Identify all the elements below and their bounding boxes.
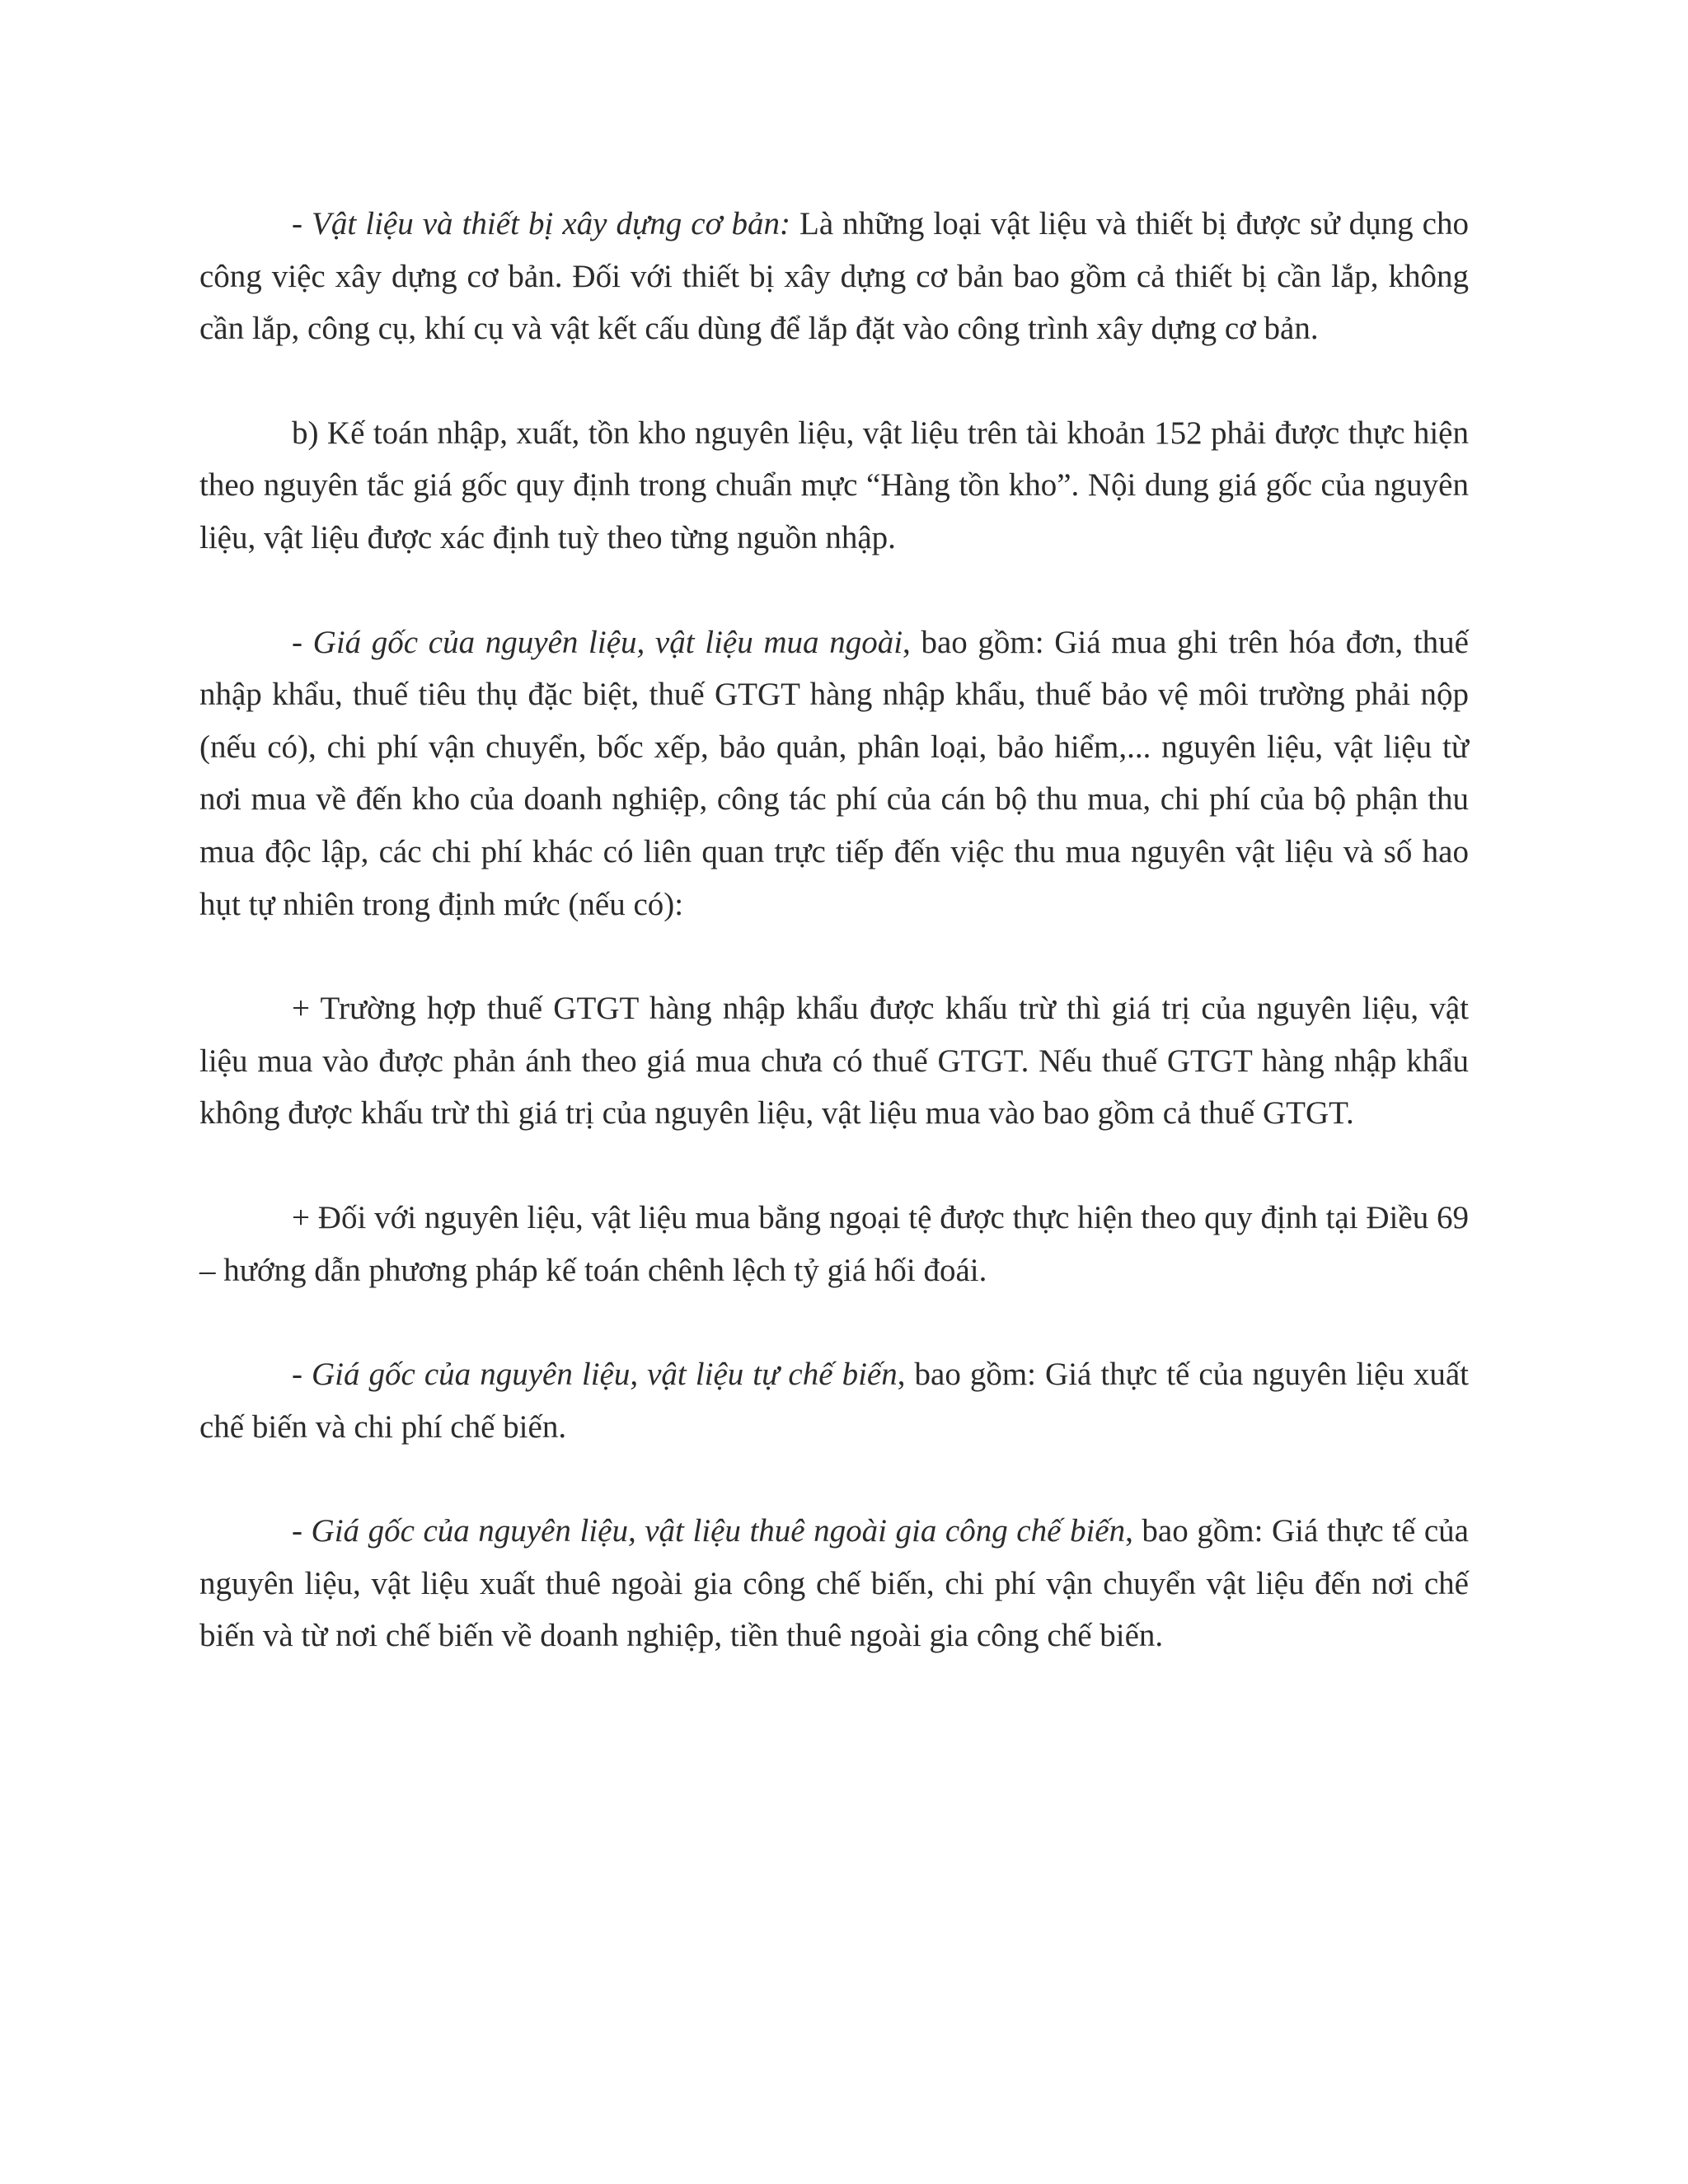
paragraph-lead: - Vật liệu và thiết bị xây dựng cơ bản: [292, 206, 790, 241]
paragraph-outsourced-processing-cost [199, 1505, 1469, 1662]
paragraph-lead: - Giá gốc của nguyên liệu, vật liệu tự chế biến [292, 1357, 898, 1393]
paragraph-text: + Trường hợp thuế GTGT hàng nhập khẩu được khấu trừ thì giá trị của nguyên liệu, vật liệu mua vào được phản ánh theo giá mua chưa có thuế GTGT. Nếu thuế GTGT hàng nhập khẩu không được khấu trừ thì giá trị của nguyên liệu, vật liệu mua vào bao gồm cả thuế GTGT. [199, 991, 1469, 1132]
paragraph-lead: - Giá gốc của nguyên liệu, vật liệu mua ngoài [292, 624, 903, 660]
paragraph-text: + Đối với nguyên liệu, vật liệu mua bằng ngoại tệ được thực hiện theo quy định tại Điều 69 – hướng dẫn phương pháp kế toán chênh lệch tỷ giá hối đoái. [199, 1199, 1469, 1288]
paragraph-text: , bao gồm: Giá thực tế của nguyên liệu, vật liệu xuất thuê ngoài gia công chế biến, chi phí vận chuyển vật liệu đến nơi chế biến và từ nơi chế biến về doanh nghiệp, tiền thuê ngoài gia công chế biến. [199, 1513, 1469, 1654]
document-page [199, 198, 1469, 1662]
paragraph-text: b) Kế toán nhập, xuất, tồn kho nguyên liệu, vật liệu trên tài khoản 152 phải được thực hiện theo nguyên tắc giá gốc quy định trong chuẩn mực “Hàng tồn kho”. Nội dung giá gốc của nguyên liệu, vật liệu được xác định tuỳ theo từng nguồn nhập. [199, 415, 1469, 555]
paragraph-construction-materials [199, 198, 1469, 355]
paragraph-vat-deductible [199, 982, 1469, 1140]
paragraph-text: Là những loại vật liệu và thiết bị được sử dụng cho công việc xây dựng cơ bản. Đối với thiết bị xây dựng cơ bản bao gồm cả thiết bị cần lắp, không cần lắp, công cụ, khí cụ và vật kết cấu dùng để lắp đặt vào công trình xây dựng cơ bản. [199, 206, 1469, 347]
paragraph-inventory-accounting [199, 407, 1469, 565]
paragraph-text: , bao gồm: Giá mua ghi trên hóa đơn, thuế nhập khẩu, thuế tiêu thụ đặc biệt, thuế GTGT hàng nhập khẩu, thuế bảo vệ môi trường phải nộp (nếu có), chi phí vận chuyển, bốc xếp, bảo quản, phân loại, bảo hiểm,... nguyên liệu, vật liệu từ nơi mua về đến kho của doanh nghiệp, công tác phí của cán bộ thu mua, chi phí của bộ phận thu mua độc lập, các chi phí khác có liên quan trực tiếp đến việc thu mua nguyên vật liệu và số hao hụt tự nhiên trong định mức (nếu có): [199, 624, 1469, 922]
paragraph-text: , bao gồm: Giá thực tế của nguyên liệu xuất chế biến và chi phí chế biến. [199, 1357, 1469, 1445]
paragraph-purchased-cost [199, 616, 1469, 931]
paragraph-foreign-currency [199, 1192, 1469, 1296]
paragraph-self-processed-cost [199, 1348, 1469, 1453]
paragraph-lead: - Giá gốc của nguyên liệu, vật liệu thuê ngoài gia công chế biến [292, 1513, 1126, 1549]
